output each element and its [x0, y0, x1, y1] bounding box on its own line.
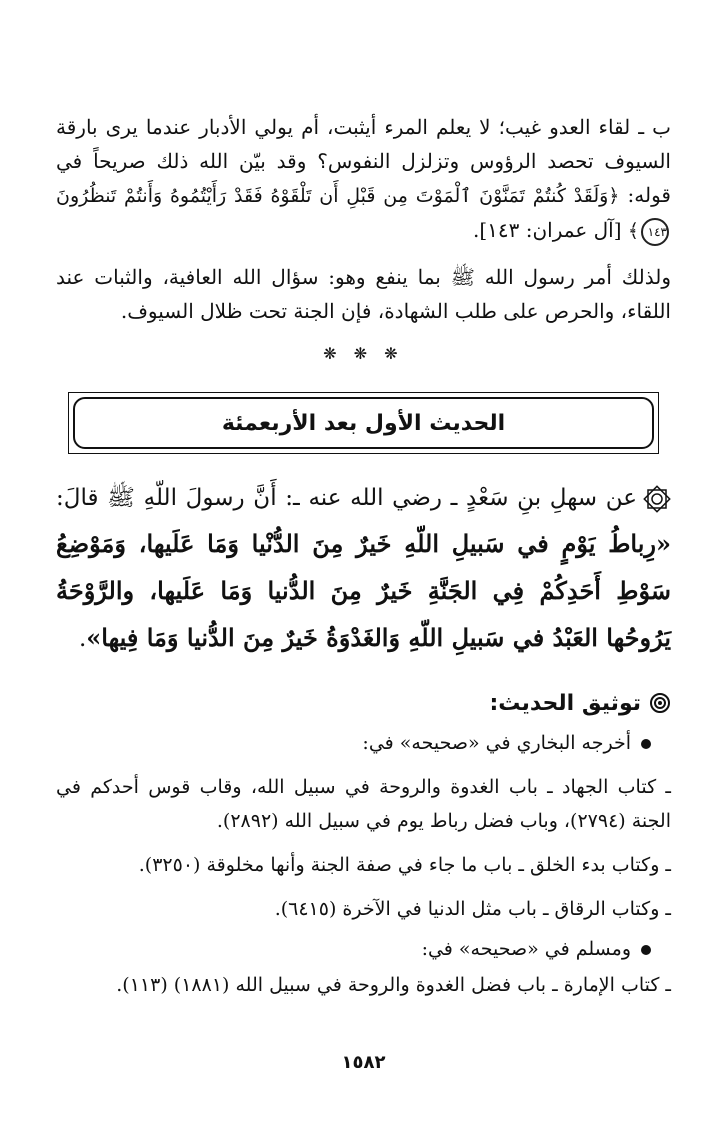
hadith-intro: عن سهلِ بنِ سَعْدٍ ـ رضي الله عنه ـ: أَنَّ رسولَ اللّهِ ﷺ قالَ: [56, 485, 637, 511]
source-item: ـ وكتاب الرقاق ـ باب مثل الدنيا في الآخرة (٦٤١٥). [274, 898, 671, 920]
hadith-title-frame [68, 392, 659, 454]
bullet-icon [641, 945, 651, 955]
documentation-heading [56, 686, 671, 720]
muslim-intro [56, 932, 671, 966]
paragraph-enemy-encounter [56, 110, 671, 248]
quran-close-bracket: ﴾ [627, 220, 639, 242]
hadith-end: . [78, 626, 87, 652]
documentation-heading-text: توثيق الحديث: [489, 690, 641, 716]
quran-verse: ﴿وَلَقَدْ كُنتُمْ تَمَنَّوْنَ ٱلْمَوْتَ مِن قَبْلِ أَن تَلْقَوْهُ فَقَدْ رَأَيْتُمُوهُ وَأَنتُمْ تَنظُرُونَ [56, 185, 620, 207]
bullet-icon [641, 739, 651, 749]
paragraph-text: ب ـ لقاء العدو غيب؛ لا يعلم المرء أيثبت، أم يولي الأدبار عندما يرى بارقة السيوف تحصد الرؤوس وتزلزل النفوس؟ وقد بيّن الله ذلك صريحاً في قوله: [56, 115, 671, 207]
flower-icon [649, 692, 671, 714]
paragraph-prophet-command: ولذلك أمر رسول الله ﷺ بما ينفع وهو: سؤال الله العافية، والثبات عند اللقاء، والحرص على طلب الشهادة، فإن الجنة تحت ظلال السيوف. [56, 265, 671, 323]
page-body [56, 110, 671, 1135]
muslim-intro-text: ومسلم في «صحيحه» في: [421, 938, 631, 960]
source-item: ـ كتاب الجهاد ـ باب الغدوة والروحة في سبيل الله، وقاب قوس أحدكم في الجنة (٢٧٩٤)، وباب فضل رباط يوم في سبيل الله (٢٨٩٢). [56, 776, 671, 832]
bukhari-intro-text: أخرجه البخاري في «صحيحه» في: [362, 732, 631, 754]
source-item: ـ وكتاب بدء الخلق ـ باب ما جاء في صفة الجنة وأنها مخلوقة (٣٢٥٠). [138, 854, 671, 876]
ayah-number-mark: ١٤٣ [641, 218, 669, 246]
hadith-text [56, 476, 671, 662]
hadith-quote: «رِباطُ يَوْمٍ في سَبيلِ اللّهِ خَيرٌ مِنَ الدُّنْيا وَمَا عَلَيها، وَمَوْضِعُ سَوْطِ أَحَدِكُمْ فِي الجَنَّةِ خَيرٌ مِنَ الدُّنيا وَمَا عَلَيها، والرَّوْحَةُ يَرُوحُها العَبْدُ في سَبيلِ اللّهِ وَالغَدْوَةُ خَيرٌ مِنَ الدُّنيا وَمَا فِيها» [56, 529, 671, 652]
source-item: ـ كتاب الإمارة ـ باب فضل الغدوة والروحة في سبيل الله (١٨٨١) (١١٣). [116, 974, 671, 996]
verse-reference: [آل عمران: ١٤٣]. [472, 218, 628, 242]
hadith-title: الحديث الأول بعد الأربعمئة [73, 397, 654, 449]
section-separator: ❋ ❋ ❋ [323, 344, 404, 363]
page-number: ١٥٨٢ [341, 1052, 386, 1073]
rosette-icon [643, 485, 671, 513]
bukhari-intro [56, 726, 671, 760]
